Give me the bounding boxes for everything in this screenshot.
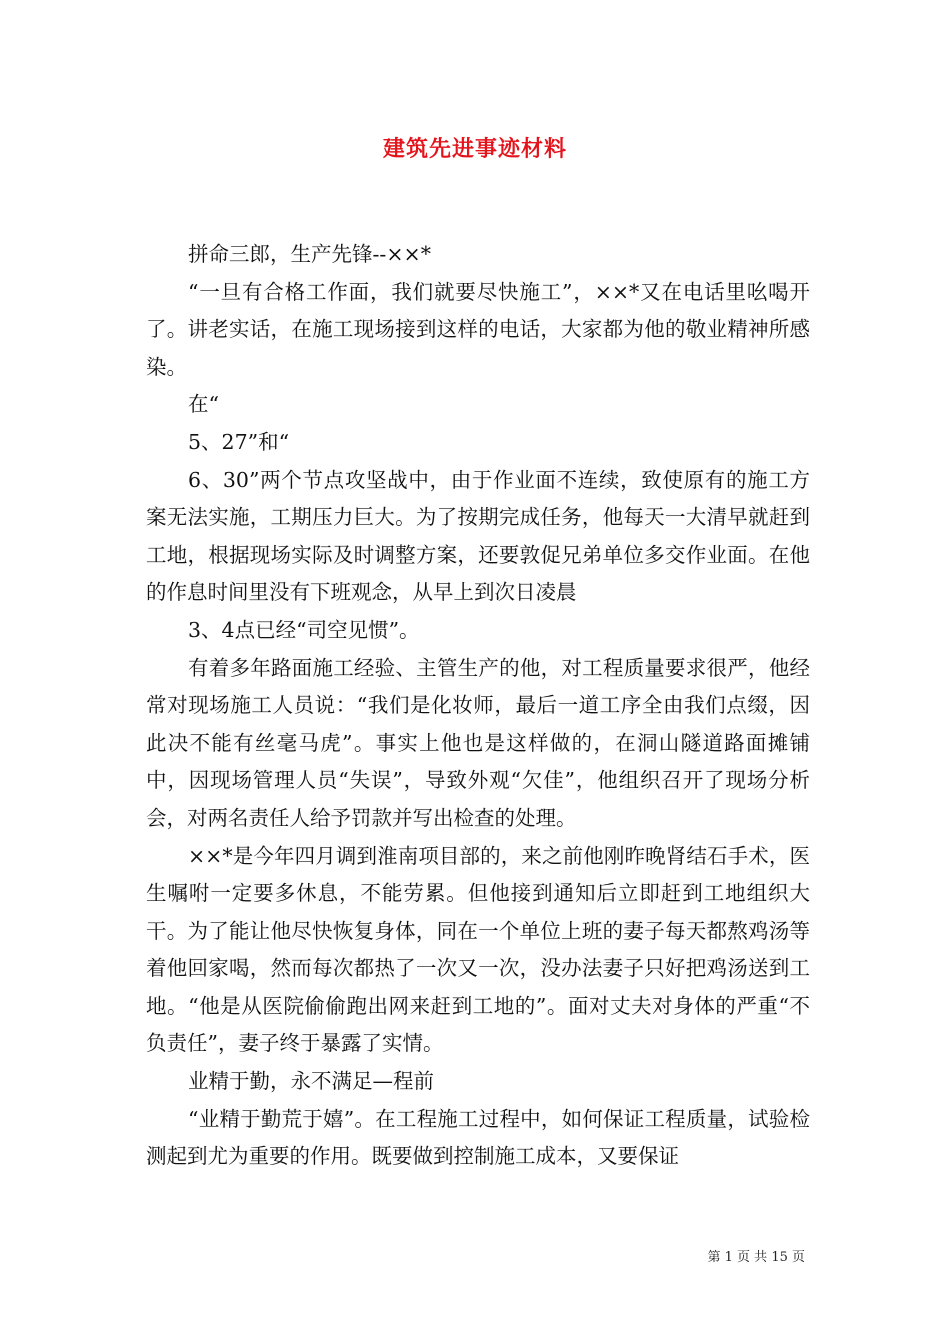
- document-title: 建筑先进事迹材料: [382, 136, 567, 162]
- paragraph: 3、4点已经“司空见惯”。: [188, 617, 420, 642]
- paragraph: 在“: [188, 392, 219, 417]
- document-body: [146, 236, 810, 1176]
- paragraph: 有着多年路面施工经验、主管生产的他，对工程质量要求很严，他经常对现场施工人员说：“我们是化妆师，最后一道工序全由我们点缀，因此决不能有丝毫马虎”。事实上他也是这样做的，在洞山隧道路面摊铺中，因现场管理人员“失误”，导致外观“欠佳”，他组织召开了现场分析会，对两名责任人给予罚款并写出检查的处理。: [146, 655, 810, 830]
- paragraph: “一旦有合格工作面，我们就要尽快施工”，××*又在电话里吆喝开了。讲老实话，在施工现场接到这样的电话，大家都为他的敬业精神所感染。: [146, 279, 810, 379]
- page-number-footer: 第 1 页 共 15 页: [707, 1250, 805, 1265]
- paragraph: 业精于勤，永不满足—程前: [188, 1069, 434, 1094]
- paragraph: “业精于勤荒于嬉”。在工程施工过程中，如何保证工程质量，试验检测起到尤为重要的作用。既要做到控制施工成本，又要保证: [146, 1106, 810, 1169]
- paragraph: ××*是今年四月调到淮南项目部的，来之前他刚昨晚肾结石手术，医生嘱咐一定要多休息，不能劳累。但他接到通知后立即赶到工地组织大干。为了能让他尽快恢复身体，同在一个单位上班的妻子每天都熬鸡汤等着他回家喝，然而每次都热了一次又一次，没办法妻子只好把鸡汤送到工地。“他是从医院偷偷跑出网来赶到工地的”。面对丈夫对身体的严重“不负责任”，妻子终于暴露了实情。: [146, 843, 810, 1056]
- paragraph: 拼命三郎，生产先锋--××*: [188, 242, 431, 266]
- paragraph: 5、27”和“: [188, 429, 290, 454]
- paragraph: 6、30”两个节点攻坚战中，由于作业面不连续，致使原有的施工方案无法实施，工期压力巨大。为了按期完成任务，他每天一大清早就赶到工地，根据现场实际及时调整方案，还要敦促兄弟单位多交作业面。在他的作息时间里没有下班观念，从早上到次日凌晨: [146, 467, 810, 605]
